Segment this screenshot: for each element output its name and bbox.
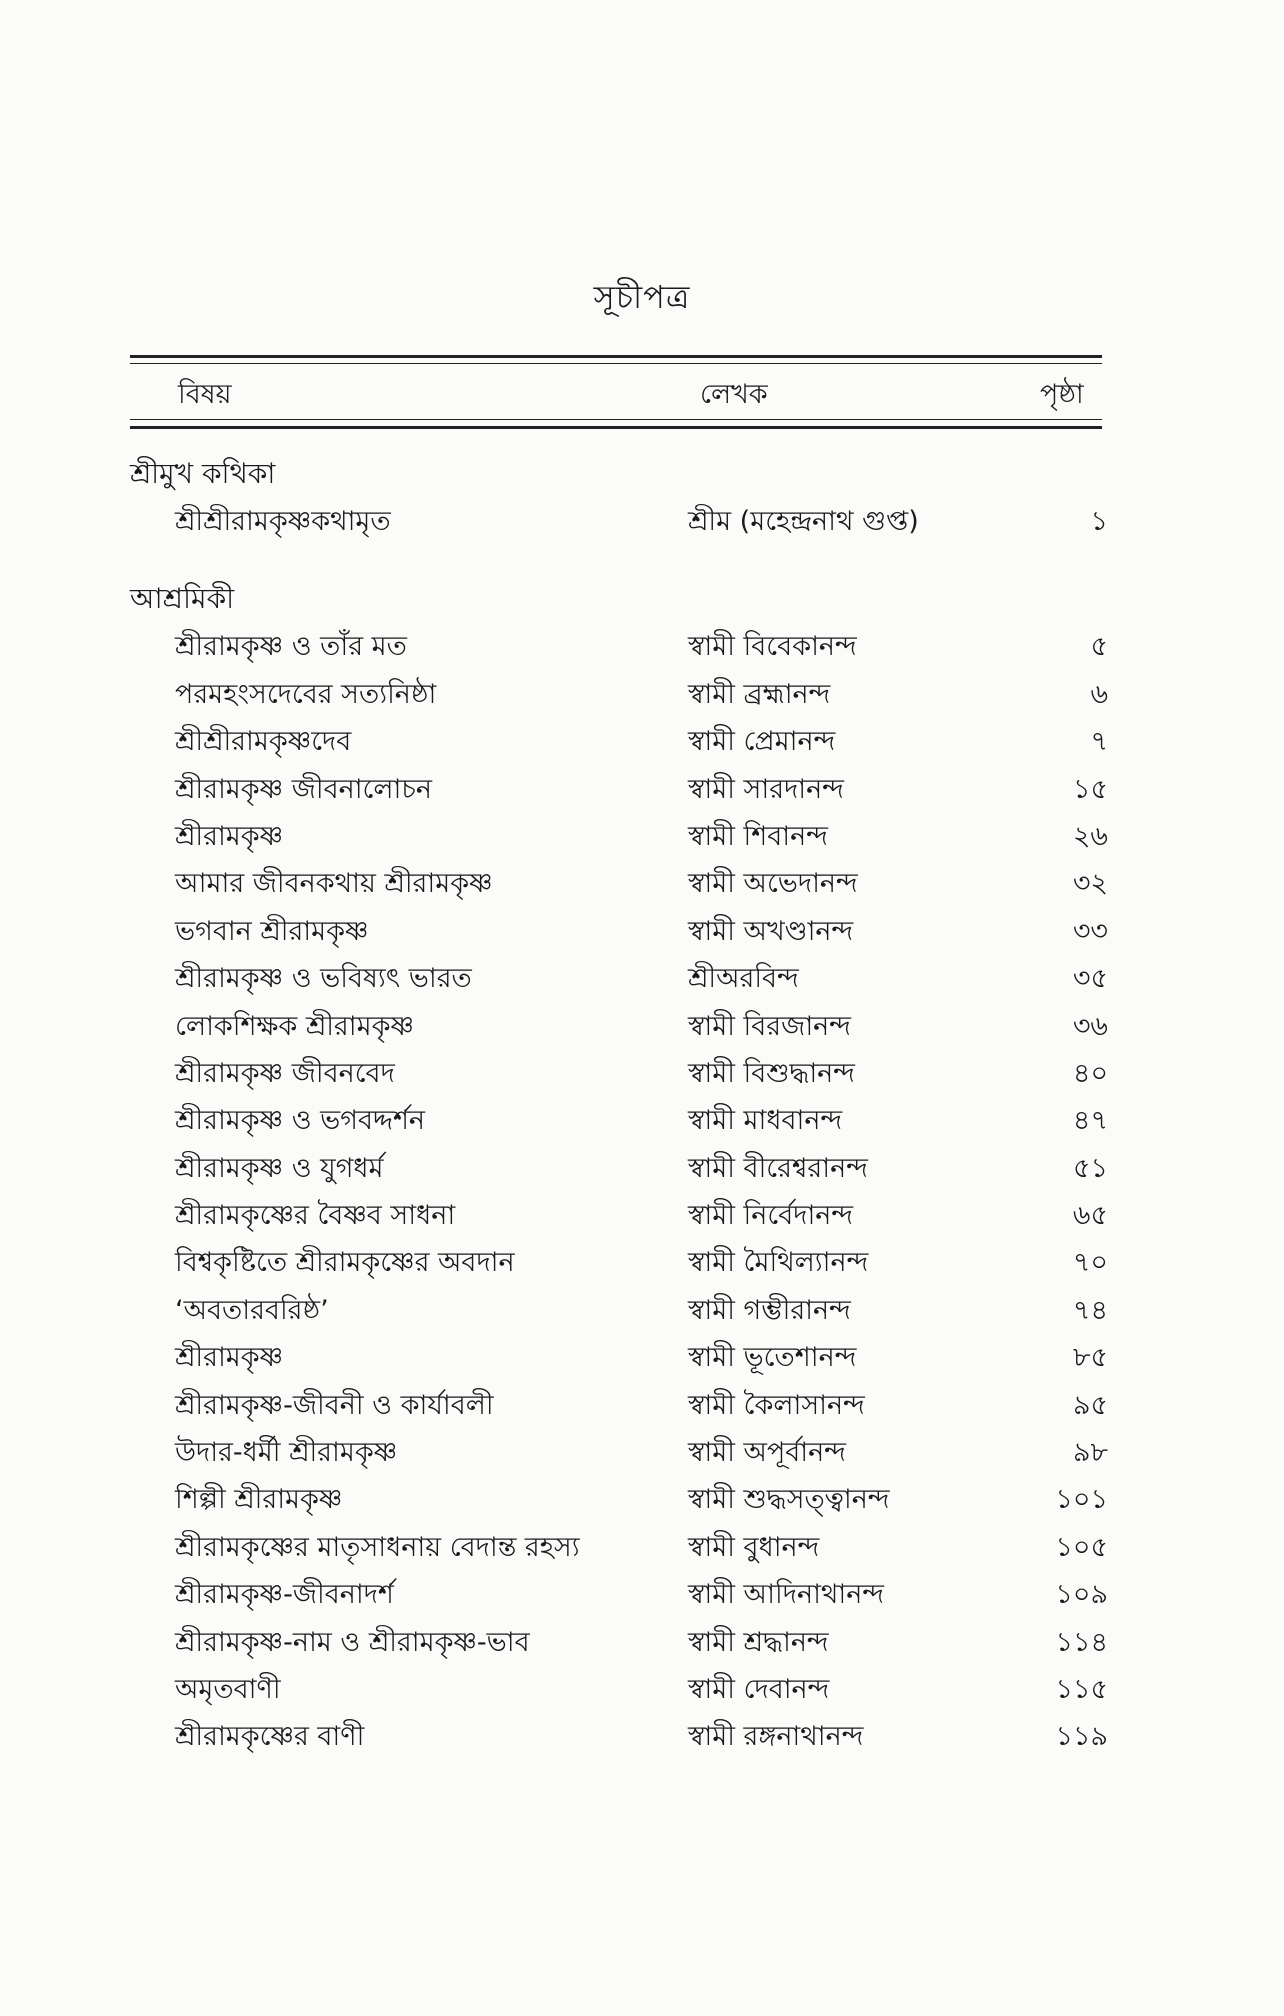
toc-entry: [0, 1524, 1284, 1571]
toc-entry: [0, 671, 1284, 718]
entry-page-number: ৪৭: [1072, 1105, 1108, 1137]
entry-author: স্বামী বুধানন্দ: [688, 1531, 820, 1563]
entry-subject: লোকশিক্ষক শ্রীরামকৃষ্ণ: [175, 1010, 414, 1042]
toc-entry: [0, 955, 1284, 1002]
entry-author: স্বামী বিরজানন্দ: [688, 1010, 851, 1042]
entry-subject: শ্রীরামকৃষ্ণ-নাম ও শ্রীরামকৃষ্ণ-ভাব: [175, 1626, 530, 1658]
entry-page-number: ৪০: [1072, 1057, 1108, 1089]
toc-entry: [0, 1097, 1284, 1144]
entry-page-number: ১১৪: [1055, 1626, 1108, 1658]
entry-page-number: ৭: [1090, 726, 1108, 758]
toc-entry: [0, 1476, 1284, 1523]
entry-author: স্বামী রঙ্গনাথানন্দ: [688, 1721, 864, 1753]
header-rule-top-thin: [130, 363, 1102, 364]
header-rule-top: [130, 355, 1102, 358]
toc-entry: [0, 766, 1284, 813]
entry-author: স্বামী বীরেশ্বরানন্দ: [688, 1152, 868, 1184]
entry-author: স্বামী নির্বেদানন্দ: [688, 1200, 854, 1232]
toc-entry: [0, 1571, 1284, 1618]
page-title: সূচীপত্র: [593, 278, 691, 316]
toc-entry: [0, 1619, 1284, 1666]
entry-author: স্বামী মাধবানন্দ: [688, 1105, 843, 1137]
entry-subject: শ্রীরামকৃষ্ণ জীবনবেদ: [175, 1057, 395, 1089]
entry-subject: শ্রীরামকৃষ্ণ: [175, 1342, 284, 1374]
entry-author: স্বামী অখণ্ডানন্দ: [688, 915, 854, 947]
toc-section: [0, 450, 1284, 545]
entry-page-number: ১০৫: [1055, 1531, 1108, 1563]
entry-page-number: ১৫: [1072, 773, 1108, 805]
entry-page-number: ৬: [1090, 678, 1108, 710]
entry-author: স্বামী মৈথিল্যানন্দ: [688, 1247, 869, 1279]
entry-author: স্বামী অভেদানন্দ: [688, 868, 858, 900]
entry-subject: শ্রীরামকৃষ্ণ ও তাঁর মত: [175, 631, 407, 663]
entry-subject: পরমহংসদেবের সত্যনিষ্ঠা: [175, 678, 437, 710]
toc-entry: [0, 1429, 1284, 1476]
entry-page-number: ১: [1090, 506, 1108, 537]
toc-entry: [0, 498, 1284, 545]
toc-entry: [0, 718, 1284, 765]
entry-author: স্বামী শুদ্ধসত্ত্বানন্দ: [688, 1484, 890, 1516]
entry-author: স্বামী ব্রহ্মানন্দ: [688, 678, 831, 710]
toc-entry: [0, 1382, 1284, 1429]
entry-subject: উদার-ধর্মী শ্রীরামকৃষ্ণ: [175, 1437, 398, 1469]
column-header-page: পৃষ্ঠা: [1040, 379, 1084, 410]
entry-subject: শ্রীরামকৃষ্ণ: [175, 820, 284, 852]
section-title: শ্রীমুখ কথিকা: [130, 457, 276, 490]
entry-page-number: ১০৯: [1055, 1579, 1108, 1611]
entry-subject: শ্রীরামকৃষ্ণ ও ভগবদ্দর্শন: [175, 1105, 426, 1137]
header-rule-bottom-thin: [130, 419, 1102, 420]
entry-subject: শ্রীরামকৃষ্ণের মাতৃসাধনায় বেদান্ত রহস্য: [175, 1531, 580, 1563]
entry-subject: ‘অবতারবরিষ্ঠ’: [175, 1294, 329, 1326]
entry-page-number: ১০১: [1055, 1484, 1108, 1516]
entry-page-number: ৫১: [1072, 1152, 1108, 1184]
entry-author: স্বামী গম্ভীরানন্দ: [688, 1294, 851, 1326]
entry-page-number: ৯৫: [1072, 1389, 1108, 1421]
entry-subject: শ্রীরামকৃষ্ণ-জীবনাদর্শ: [175, 1579, 394, 1611]
toc-entry: [0, 813, 1284, 860]
entry-author: স্বামী আদিনাথানন্দ: [688, 1579, 885, 1611]
entry-author: স্বামী অপূর্বানন্দ: [688, 1437, 846, 1469]
toc-entry: [0, 1287, 1284, 1334]
entry-page-number: ১১৯: [1055, 1721, 1108, 1753]
entry-page-number: ৩২: [1072, 868, 1108, 900]
entry-page-number: ৫: [1090, 631, 1108, 663]
entry-page-number: ৭০: [1072, 1247, 1108, 1279]
entry-page-number: ৩৩: [1072, 915, 1108, 947]
entry-subject: শিল্পী শ্রীরামকৃষ্ণ: [175, 1484, 343, 1516]
entry-page-number: ৩৬: [1072, 1010, 1108, 1042]
entry-page-number: ২৬: [1072, 820, 1108, 852]
toc-entry: [0, 1666, 1284, 1713]
entry-author: স্বামী শ্রদ্ধানন্দ: [688, 1626, 829, 1658]
entry-subject: শ্রীরামকৃষ্ণ ও যুগধর্ম: [175, 1152, 384, 1184]
toc-entry: [0, 1003, 1284, 1050]
entry-author: স্বামী ভূতেশানন্দ: [688, 1342, 857, 1374]
entry-subject: অমৃতবাণী: [175, 1673, 281, 1705]
entry-author: স্বামী কৈলাসানন্দ: [688, 1389, 865, 1421]
column-header-author: লেখক: [700, 379, 768, 410]
entry-page-number: ১১৫: [1055, 1673, 1108, 1705]
entry-page-number: ৮৫: [1072, 1342, 1108, 1374]
toc-entry: [0, 1239, 1284, 1286]
entry-subject: শ্রীরামকৃষ্ণের বৈষ্ণব সাধনা: [175, 1200, 456, 1232]
toc-entry: [0, 1050, 1284, 1097]
entry-author: স্বামী প্রেমানন্দ: [688, 726, 836, 758]
entry-author: শ্রীঅরবিন্দ: [688, 963, 799, 995]
entry-subject: আমার জীবনকথায় শ্রীরামকৃষ্ণ: [175, 868, 493, 900]
toc-entry: [0, 1192, 1284, 1239]
entry-subject: শ্রীশ্রীরামকৃষ্ণকথামৃত: [175, 506, 391, 537]
entry-subject: শ্রীরামকৃষ্ণের বাণী: [175, 1721, 365, 1753]
toc-entry: [0, 1334, 1284, 1381]
section-spacer: [0, 545, 1284, 575]
entry-page-number: ৭৪: [1072, 1294, 1108, 1326]
entry-page-number: ৩৫: [1072, 963, 1108, 995]
toc-entry: [0, 1145, 1284, 1192]
entry-author: স্বামী বিবেকানন্দ: [688, 631, 857, 663]
entry-subject: শ্রীরামকৃষ্ণ জীবনালোচন: [175, 773, 433, 805]
toc-section: [0, 575, 1284, 1760]
entry-author: স্বামী শিবানন্দ: [688, 820, 828, 852]
toc-entry: [0, 908, 1284, 955]
entry-page-number: ৯৮: [1072, 1437, 1108, 1469]
toc-entry: [0, 623, 1284, 670]
entry-subject: ভগবান শ্রীরামকৃষ্ণ: [175, 915, 369, 947]
section-title: আশ্রমিকী: [130, 582, 235, 616]
table-of-contents: [0, 450, 1284, 1761]
entry-subject: শ্রীরামকৃষ্ণ-জীবনী ও কার্যাবলী: [175, 1389, 494, 1421]
header-rule-bottom: [130, 426, 1102, 429]
entry-subject: শ্রীশ্রীরামকৃষ্ণদেব: [175, 726, 352, 758]
toc-entry: [0, 860, 1284, 907]
entry-subject: শ্রীরামকৃষ্ণ ও ভবিষ্যৎ ভারত: [175, 963, 472, 995]
entry-author: স্বামী সারদানন্দ: [688, 773, 844, 805]
entry-page-number: ৬৫: [1072, 1200, 1108, 1232]
entry-author: স্বামী দেবানন্দ: [688, 1673, 830, 1705]
entry-subject: বিশ্বকৃষ্টিতে শ্রীরামকৃষ্ণের অবদান: [175, 1247, 515, 1279]
entry-author: শ্রীম (মহেন্দ্রনাথ গুপ্ত): [688, 506, 919, 537]
entry-author: স্বামী বিশুদ্ধানন্দ: [688, 1057, 855, 1089]
column-header-subject: বিষয়: [178, 379, 232, 410]
toc-entry: [0, 1713, 1284, 1760]
